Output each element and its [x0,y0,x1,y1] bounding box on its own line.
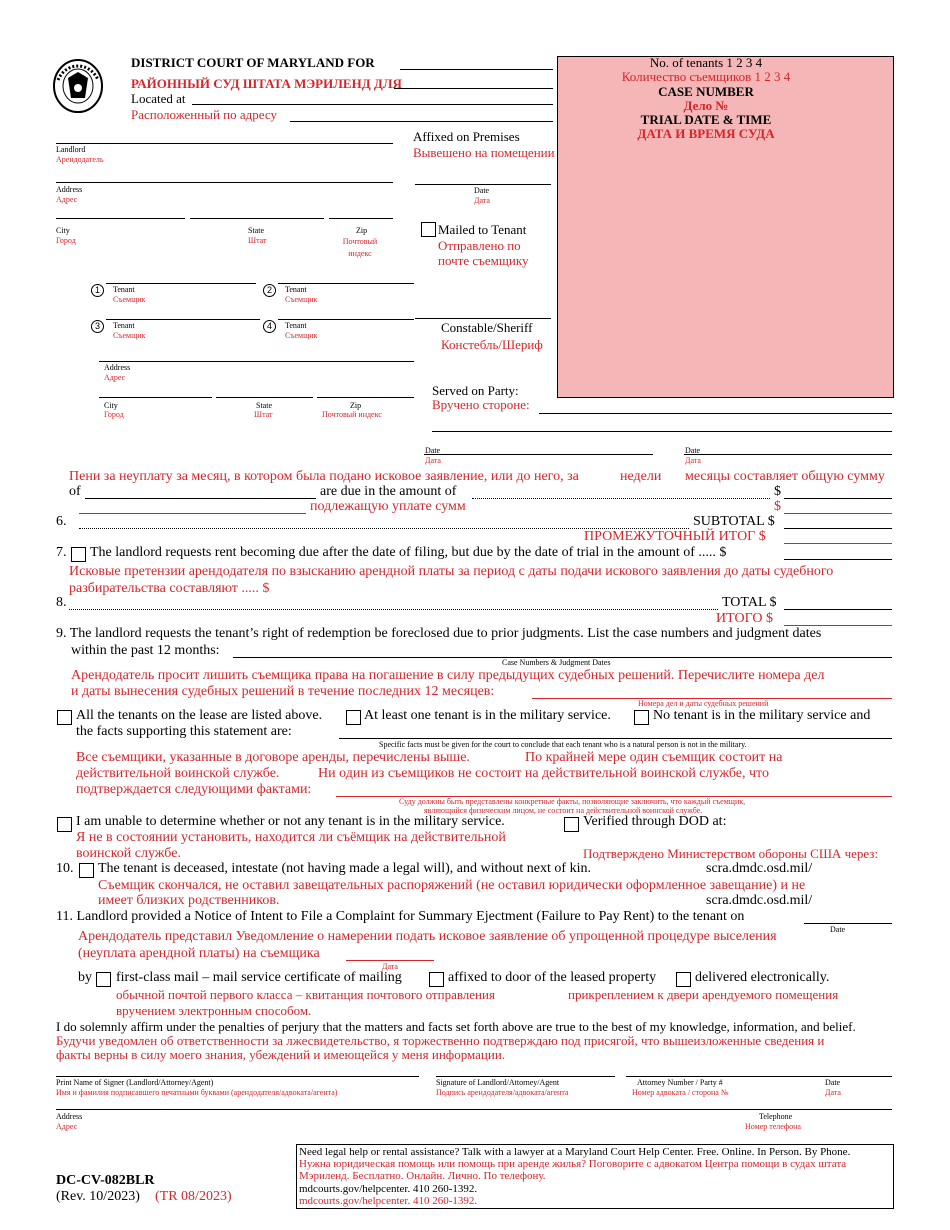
rent-request-label: The landlord requests rent becoming due after the date of filing, but due by the date of trial in the amount of ..... $ [90,545,727,560]
affirm-text-ru-2: факты верны в силу моего знания, убеждений и имеющейся у меня информации. [56,1047,506,1062]
case-numbers-caption: Case Numbers & Judgment Dates [502,658,611,667]
help-text-ru: Нужна юридическая помощь или помощь при аренде жилья? Поговорите с адвокатом Центра помощи в судах штата [299,1158,847,1170]
item-10-number: 10. [56,861,74,876]
landlord-address-label-ru: Адрес [56,195,78,204]
facts-caption-ru: Суду должны быть представлены конкретные факты, позволяющие заключить, что каждый съемщик, [399,797,746,806]
dod-label: Verified through DOD at: [583,814,727,829]
tenant-2-number: 2 [263,284,276,297]
dod-url[interactable]: scra.dmdc.osd.mil/ [706,861,813,876]
tenant-address-label-ru: Адрес [104,373,126,382]
unable-label-ru: Я не в состоянии установить, находится ли съёмщик на действительной [76,830,506,845]
signer-address-label: Address [56,1112,83,1121]
delivered-electronically-label: delivered electronically. [695,970,830,985]
affixed-label: Affixed on Premises [413,129,520,144]
unable-label-ru-2: воинской службе. [76,846,181,861]
signature-date-label: Date [825,1078,841,1087]
affixed-date-label-ru: Дата [474,196,490,205]
date-right-label-ru: Дата [685,456,701,465]
item-7-number: 7. [56,545,67,560]
late-fee-label-ru: Пени за неуплату за месяц, в котором была подано исковое заявление, или до него, за [69,469,579,484]
landlord-city-label: City [56,226,70,235]
item-6-number: 6. [56,514,67,529]
first-class-mail-checkbox[interactable] [96,972,111,987]
help-url-ru[interactable]: mdcourts.gov/helpcenter. 410 260-1392. [299,1195,478,1207]
telephone-label: Telephone [759,1112,793,1121]
tenant-1-label-ru: Съемщик [113,295,146,304]
attorney-number-label: Attorney Number / Party # [637,1078,723,1087]
signature-label-ru: Подпись арендодателя/адвоката/агента [436,1088,569,1097]
tenant-3-number: 3 [91,320,104,333]
tenant-1-line[interactable] [106,283,256,284]
by-label: by [78,970,92,985]
affixed-door-label-ru: прикреплением к двери арендуемого помещения [568,987,839,1002]
due-label: are due in the amount of [320,484,457,499]
subtotal-line[interactable] [784,528,892,529]
affixed-door-label: affixed to door of the leased property [448,970,657,985]
telephone-label-ru: Номер телефона [745,1122,801,1131]
constable-line[interactable] [415,318,551,319]
tenant-4-label-ru: Съемщик [285,331,318,340]
served-party-line-2[interactable] [432,431,892,432]
total-label-ru: ИТОГО $ [716,611,773,626]
date-line-left[interactable] [424,454,653,455]
affixed-date-line[interactable] [415,184,551,185]
subtotal-line-ru [784,543,892,544]
landlord-address-label: Address [56,185,83,194]
notice-date-line[interactable] [804,923,892,924]
late-fee-period-line-ru [79,513,306,514]
signer-address-line[interactable] [56,1109,892,1110]
case-numbers-caption-ru: Номера дел и даты судебных решений [638,699,769,708]
date-left-label-ru: Дата [425,456,441,465]
weeks-label-ru: недели [620,469,662,484]
signature-label: Signature of Landlord/Attorney/Agent [436,1078,560,1087]
affirm-text: I do solemnly affirm under the penalties of perjury that the matters and facts set forth above are true to the best of my knowledge, information, and belief. [56,1019,856,1034]
months-label-ru: месяцы составляет общую сумму [685,469,885,484]
facts-label: the facts supporting this statement are: [76,724,292,739]
tenant-state-label: State [256,401,272,410]
due-amount-line-ru [784,513,892,514]
landlord-line[interactable] [56,143,393,144]
landlord-state-label-ru: Штат [248,236,267,245]
tenant-3-line[interactable] [106,319,260,320]
verified-dod-checkbox[interactable] [564,817,579,832]
due-dollar: $ [774,484,781,499]
affixed-door-checkbox[interactable] [429,972,444,987]
item-11-text-ru-2: (неуплата арендной платы) на съемщика [78,946,320,961]
affirm-text-ru: Будучи уведомлен об ответственности за лжесвидетельство, я торжественно подтверждаю под присягой, что вышеизложенные сведения и [56,1033,825,1048]
item-10-text-ru: Съемщик скончался, не оставил завещательных распоряжений (не оставил юридически оформленное завещание) и не [98,878,806,893]
tenant-city-line[interactable] [99,397,212,398]
tenant-zip-label-ru: Почтовый индекс [322,410,382,419]
date-line-right[interactable] [684,454,892,455]
tenant-4-number: 4 [263,320,276,333]
late-fee-period-line[interactable] [85,498,316,499]
located-line[interactable] [192,104,553,105]
dod-label-ru: Подтверждено Министерством обороны США через: [583,846,879,861]
no-military-checkbox[interactable] [634,710,649,725]
due-amount-line[interactable] [784,498,892,499]
mailed-to-tenant-checkbox[interactable] [421,222,436,237]
first-class-mail-label: first-class mail – mail service certificate of mailing [116,970,402,985]
served-party-line-1[interactable] [539,413,892,414]
located-line-ru [290,121,553,122]
no-military-label: No tenant is in the military service and [653,708,871,723]
tenant-3-label: Tenant [113,321,135,330]
signer-name-line[interactable] [56,1076,419,1077]
signer-name-label-ru: Имя и фамилия подписавшего печатными буквами (арендодателя/адвоката/агента) [56,1088,338,1097]
item-9-text-ru: Арендодатель просит лишить съемщика права на погашение в силу предыдущих судебных решений. Перечислите номера дел [71,668,825,683]
landlord-label: Landlord [56,145,86,154]
item-10-text-ru-2: имеет близких родственников. [98,893,280,908]
court-county-line-ru [394,88,553,89]
trial-date-label-ru: ДАТА И ВРЕМЯ СУДА [637,126,775,141]
help-text: Need legal help or rental assistance? Talk with a lawyer at a Maryland Court Help Center. Free. Online. In Person. By Phone. [299,1146,851,1158]
located-label-ru: Расположенный по адресу [131,107,277,122]
item-9-text-ru-2: и даты вынесения судебных решений в течение последних 12 месяцев: [71,684,495,699]
signature-date-label-ru: Дата [825,1088,841,1097]
tenants-count-label[interactable]: No. of tenants 1 2 3 4 [649,55,763,70]
help-text-ru-2: Мэриленд. Бесплатно. Онлайн. Лично. По телефону. [299,1170,546,1182]
constable-label-ru: Констебль/Шериф [441,337,543,352]
located-label: Located at [131,91,186,106]
dod-url-ru[interactable]: scra.dmdc.osd.mil/ [706,893,813,908]
due-label-ru: подлежащую уплате сумм [310,499,466,514]
subtotal-label: SUBTOTAL $ [693,514,775,529]
tenant-state-line[interactable] [216,397,313,398]
landlord-city-line[interactable] [56,218,185,219]
tenant-state-label-ru: Штат [254,410,273,419]
due-dots [472,498,770,499]
total-label: TOTAL $ [722,595,777,610]
tenant-2-label: Tenant [285,285,307,294]
total-line[interactable] [784,609,892,610]
date-left-label: Date [425,446,441,455]
landlord-zip-label: Zip [356,226,368,235]
rent-request-label-ru: Исковые претензии арендодателя по взысканию арендной платы за период с даты подачи искового заявления до даты судебного разбирательства составляют ..... $ [69,564,834,596]
tenant-2-line[interactable] [278,283,414,284]
tenant-address-label: Address [104,363,131,372]
landlord-zip-label-ru: Почтовый индекс [342,237,378,258]
served-label: Served on Party: [432,383,519,398]
form-translation-revision: (TR 08/2023) [155,1189,232,1204]
landlord-label-ru: Арендодатель [56,155,104,164]
mailed-label: Mailed to Tenant [438,222,527,237]
item-10-text: The tenant is deceased, intestate (not having made a legal will), and without next of kin. [98,861,591,876]
mailed-label-ru: Отправлено по почте съемщику [438,238,529,268]
military-service-checkbox[interactable] [346,710,361,725]
help-url[interactable]: mdcourts.gov/helpcenter. 410 260-1392. [299,1183,478,1195]
court-title: DISTRICT COURT OF MARYLAND FOR [131,55,375,70]
landlord-address-line[interactable] [56,182,393,183]
landlord-state-line[interactable] [190,218,324,219]
first-class-mail-label-ru: обычной почтой первого класса – квитанция почтового отправления [116,987,495,1002]
signer-name-label: Print Name of Signer (Landlord/Attorney/Agent) [56,1078,214,1087]
subtotal-label-ru: ПРОМЕЖУТОЧНЫЙ ИТОГ $ [584,529,766,544]
signer-address-label-ru: Адрес [56,1122,78,1131]
item-11-text: 11. Landlord provided a Notice of Intent to File a Complaint for Summary Ejectment (Failure to Pay Rent) to the tenant on [56,909,745,924]
affixed-date-label: Date [474,186,490,195]
court-county-line[interactable] [400,69,553,70]
tenant-address-line[interactable] [99,361,414,362]
rent-request-checkbox[interactable] [71,547,86,562]
date-right-label: Date [685,446,701,455]
notice-date-label: Date [830,925,846,934]
attorney-number-line[interactable] [626,1076,892,1077]
affixed-label-ru: Вывешено на помещении [413,145,555,160]
tenant-3-label-ru: Съемщик [113,331,146,340]
form-revision: (Rev. 10/2023) [56,1189,140,1204]
military-label-ru-2: действительной воинской службе. [76,766,280,781]
military-label: At least one tenant is in the military service. [364,708,611,723]
court-title-ru: РАЙОННЫЙ СУД ШТАТА МЭРИЛЕНД ДЛЯ [131,76,402,91]
court-seal-logo [52,58,104,114]
tenants-count-label-ru: Количество съемщиков 1 2 3 4 [621,69,791,84]
all-tenants-label: All the tenants on the lease are listed above. [76,708,323,723]
item-8-number: 8. [56,595,67,610]
served-label-ru: Вручено стороне: [432,397,530,412]
item-11-text-ru: Арендодатель представил Уведомление о намерении подать исковое заявление об упрощенной процедуре выселения [78,929,777,944]
tenant-2-label-ru: Съемщик [285,295,318,304]
delivered-electronically-label-ru: вручением электронным способом. [116,1003,312,1018]
notice-date-label-ru: Дата [382,962,398,971]
attorney-number-label-ru: Номер адвоката / сторона № [632,1088,729,1097]
rent-amount-line[interactable] [784,559,892,560]
notice-date-line-ru [346,960,434,961]
item-9-text-2: within the past 12 months: [71,643,220,658]
delivered-electronically-checkbox[interactable] [676,972,691,987]
facts-label-ru: подтверждается следующими фактами: [76,782,312,797]
landlord-state-label: State [248,226,264,235]
tenant-zip-label: Zip [350,401,362,410]
all-tenants-listed-checkbox[interactable] [57,710,72,725]
facts-caption-ru-2: являющийся физическим лицом, не состоит на действительной воинской службе. [424,806,703,815]
tenant-deceased-checkbox[interactable] [79,863,94,878]
tenant-4-label: Tenant [285,321,307,330]
constable-label: Constable/Sheriff [441,320,533,335]
of-label: of [69,484,81,499]
case-number-label-ru: Дело № [683,98,729,113]
military-label-ru: По крайней мере один съемщик состоит на [525,750,783,765]
tenant-city-label: City [104,401,118,410]
tenant-4-line[interactable] [278,319,414,320]
facts-line[interactable] [339,738,892,739]
tenant-1-number: 1 [91,284,104,297]
landlord-zip-line[interactable] [329,218,393,219]
no-military-label-ru: Ни один из съемщиков не состоит на действительной воинской службе, что [318,766,769,781]
item-9-text: 9. The landlord requests the tenant’s right of redemption be foreclosed due to prior judgments. List the case numbers and judgment dates [56,626,822,641]
total-dots [69,609,718,610]
case-number-label: CASE NUMBER [658,84,754,99]
unable-determine-checkbox[interactable] [57,817,72,832]
landlord-city-label-ru: Город [56,236,76,245]
trial-date-label: TRIAL DATE & TIME [640,112,772,127]
signature-line[interactable] [436,1076,615,1077]
due-dollar-ru: $ [774,499,781,514]
facts-caption: Specific facts must be given for the court to conclude that each tenant who is a natural person is not in the military. [379,740,747,749]
tenant-zip-line[interactable] [317,397,414,398]
form-number: DC-CV-082BLR [56,1173,155,1188]
tenant-1-label: Tenant [113,285,135,294]
unable-label: I am unable to determine whether or not any tenant is in the military service. [76,814,505,829]
all-tenants-label-ru: Все съемщики, указанные в договоре аренды, перечислены выше. [76,750,470,765]
tenant-city-label-ru: Город [104,410,124,419]
